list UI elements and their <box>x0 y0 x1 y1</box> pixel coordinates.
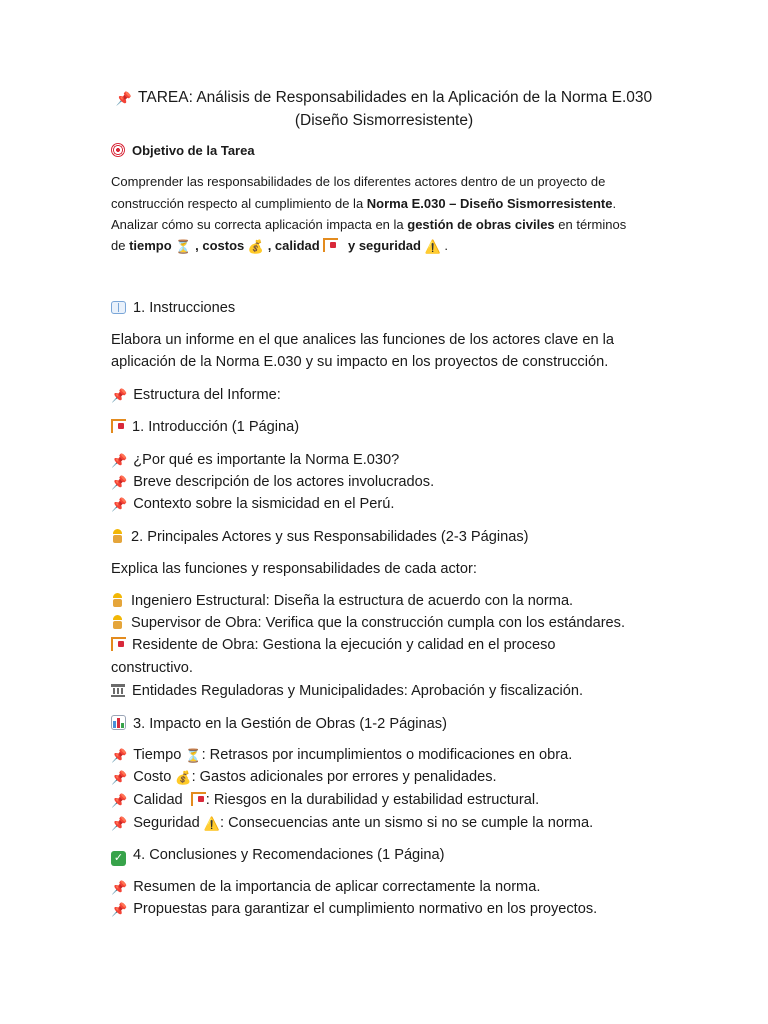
objetivo-line-1: Comprender las responsabilidades de los diferentes actores dentro de un proyecto de <box>111 174 606 189</box>
worker-icon <box>111 615 124 629</box>
list-item: Ingeniero Estructural: Diseña la estructura de acuerdo con la norma. <box>111 593 573 609</box>
list-item: 📌 ¿Por qué es importante la Norma E.030? <box>111 452 400 469</box>
crane-icon <box>191 792 206 806</box>
intro-heading: 1. Introducción (1 Página) <box>111 419 299 435</box>
pushpin-icon: 📌 <box>111 749 128 764</box>
pushpin-icon: 📌 <box>111 454 128 469</box>
list-item: 📌 Resumen de la importancia de aplicar correctamente la norma. <box>111 879 541 896</box>
list-item: Supervisor de Obra: Verifica que la construcción cumpla con los estándares. <box>111 615 625 631</box>
list-item: 📌 Propuestas para garantizar el cumplimiento normativo en los proyectos. <box>111 901 598 918</box>
instrucciones-p1: Elabora un informe en el que analices las funciones de los actores clave en la <box>111 332 614 348</box>
pushpin-icon: 📌 <box>111 817 128 832</box>
objetivo-heading: Objetivo de la Tarea <box>111 143 255 158</box>
check-icon: ✓ <box>111 851 126 866</box>
pushpin-icon: 📌 <box>115 92 133 107</box>
warning-icon: ⚠️ <box>203 817 220 832</box>
bar-chart-icon <box>111 715 126 730</box>
title-line-1: 📌 TAREA: Análisis de Responsabilidades en la Aplicación de la Norma E.030 <box>115 89 653 107</box>
list-item: Entidades Reguladoras y Municipalidades: Aprobación y fiscalización. <box>111 683 583 699</box>
hourglass-icon: ⏳ <box>175 240 192 255</box>
objetivo-line-3: Analizar cómo su correcta aplicación impacta en la gestión de obras civiles en términos <box>111 217 627 232</box>
pushpin-icon: 📌 <box>111 903 128 918</box>
instrucciones-heading: 1. Instrucciones <box>111 300 235 316</box>
actores-heading: 2. Principales Actores y sus Responsabilidades (2-3 Páginas) <box>111 529 528 545</box>
pushpin-icon: 📌 <box>111 476 128 491</box>
list-item: 📌 Tiempo ⏳: Retrasos por incumplimientos o modificaciones en obra. <box>111 747 573 764</box>
crane-icon <box>111 419 126 433</box>
bank-icon <box>111 684 125 697</box>
list-item: 📌 Breve descripción de los actores involucrados. <box>111 474 435 491</box>
money-bag-icon: 💰 <box>175 771 192 786</box>
objetivo-line-4: de tiempo ⏳ , costos 💰 , calidad y seguridad ⚠️ . <box>111 238 449 255</box>
worker-icon <box>111 529 124 543</box>
crane-icon <box>323 238 338 252</box>
crane-icon <box>111 637 126 651</box>
pushpin-icon: 📌 <box>111 771 128 786</box>
impacto-heading: 3. Impacto en la Gestión de Obras (1-2 Páginas) <box>111 715 447 732</box>
pushpin-icon: 📌 <box>111 498 128 513</box>
page-title <box>0 86 768 132</box>
list-item: Residente de Obra: Gestiona la ejecución y calidad en el proceso <box>111 637 555 653</box>
pushpin-icon: 📌 <box>111 881 128 896</box>
book-icon <box>111 301 126 314</box>
list-item: 📌 Contexto sobre la sismicidad en el Perú. <box>111 496 395 513</box>
title-line-2: (Diseño Sismorresistente) <box>294 112 474 129</box>
target-icon <box>111 143 125 157</box>
instrucciones-p2: aplicación de la Norma E.030 y su impacto en los proyectos de construcción. <box>111 354 609 370</box>
pushpin-icon: 📌 <box>111 389 128 404</box>
worker-icon <box>111 593 124 607</box>
actores-intro: Explica las funciones y responsabilidades de cada actor: <box>111 561 477 577</box>
objetivo-line-2: construcción respecto al cumplimiento de la Norma E.030 – Diseño Sismorresistente. <box>111 196 617 211</box>
hourglass-icon: ⏳ <box>185 749 202 764</box>
list-item-continuation: constructivo. <box>111 660 193 676</box>
estructura-heading: 📌 Estructura del Informe: <box>111 387 281 404</box>
list-item: 📌 Calidad : Riesgos en la durabilidad y estabilidad estructural. <box>111 792 540 809</box>
warning-icon: ⚠️ <box>424 240 441 255</box>
conclusiones-heading: ✓ 4. Conclusiones y Recomendaciones (1 Página) <box>111 847 445 866</box>
list-item: 📌 Costo 💰: Gastos adicionales por errores y penalidades. <box>111 769 497 786</box>
pushpin-icon: 📌 <box>111 794 128 809</box>
list-item: 📌 Seguridad ⚠️: Consecuencias ante un sismo si no se cumple la norma. <box>111 815 594 832</box>
money-bag-icon: 💰 <box>247 240 265 255</box>
